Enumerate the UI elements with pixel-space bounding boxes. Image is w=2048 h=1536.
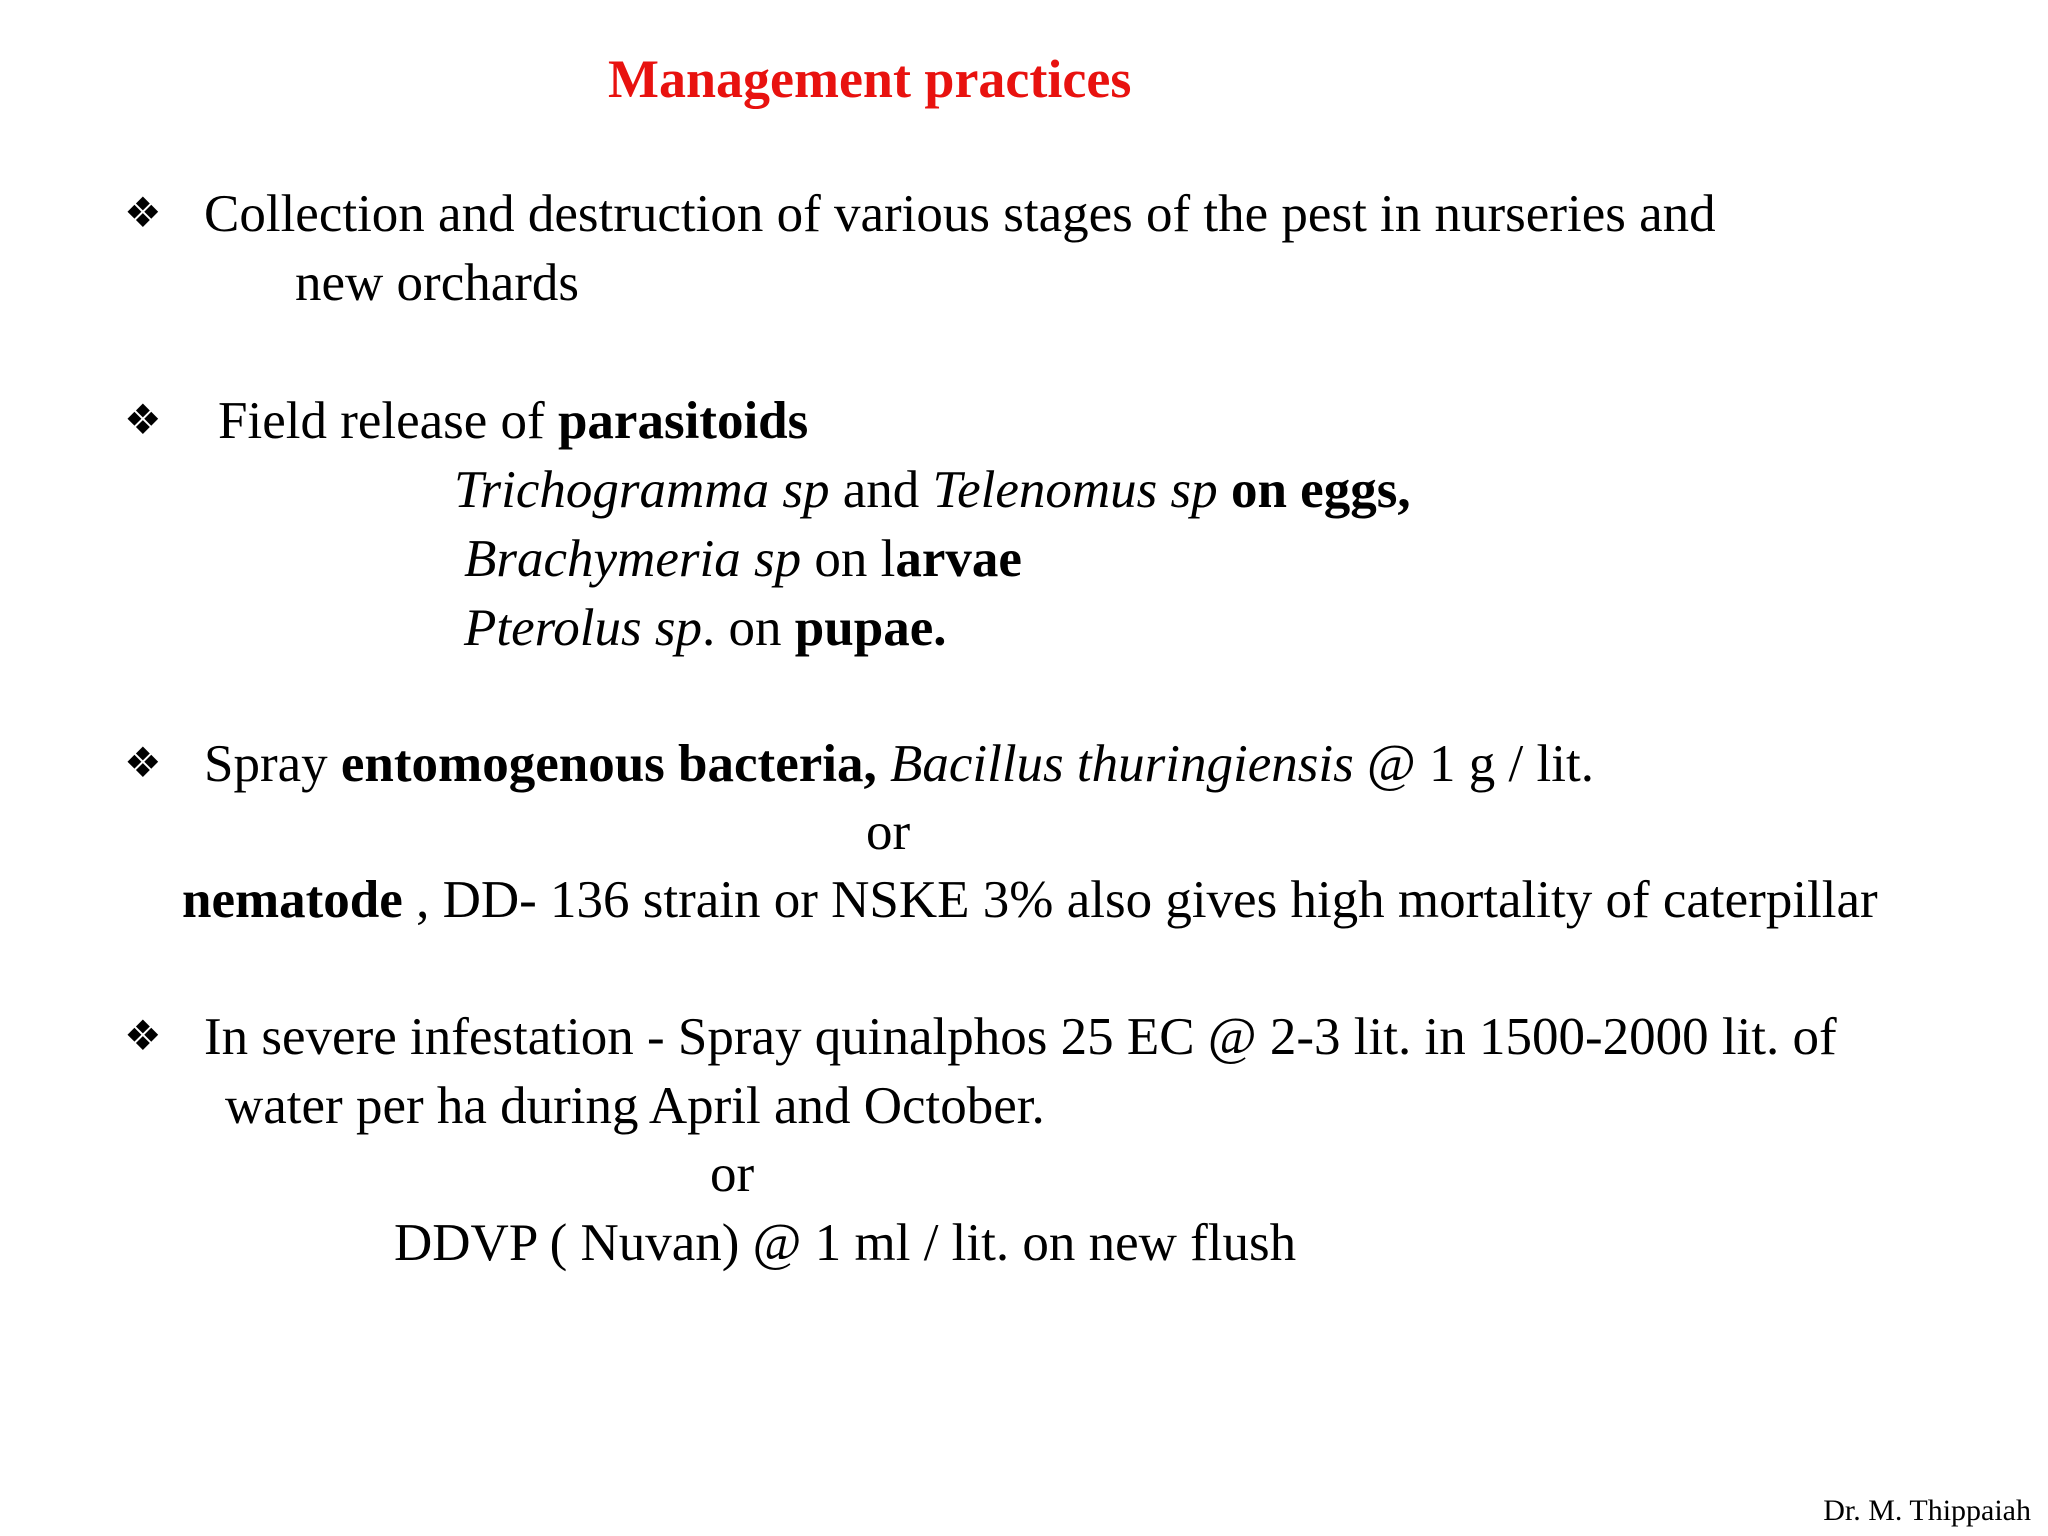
nematode-rest: , DD- 136 strain or NSKE 3% also gives high mortality of caterpillar [402, 871, 1878, 929]
and-text: and [829, 461, 933, 519]
severe-or: or [710, 1145, 755, 1203]
space [877, 735, 890, 793]
collection-line-1: Collection and destruction of various stages of the pest in nurseries and [204, 185, 1716, 243]
severe-line-3: DDVP ( Nuvan) @ 1 ml / lit. on new flush [394, 1214, 1297, 1272]
eggs-stage: on eggs, [1217, 461, 1411, 519]
telenomus-species: Telenomus sp [932, 461, 1218, 519]
spray-line [204, 731, 1594, 797]
spray-prefix: Spray [204, 735, 341, 793]
larvae-stage: arvae [895, 530, 1022, 588]
parasitoids-larvae-line [464, 526, 1022, 592]
brachymeria-species: Brachymeria sp [464, 530, 802, 588]
on-text: . on [702, 599, 795, 657]
severe-line-2: water per ha during April and October. [225, 1077, 1045, 1135]
bullet-icon: ❖ [124, 741, 162, 787]
spray-dose: @ 1 g / lit. [1353, 735, 1594, 793]
on-l-text: on l [801, 530, 896, 588]
parasitoids-eggs-line [454, 457, 1411, 523]
pupae-stage: pupae. [794, 599, 947, 657]
author-footer: Dr. M. Thippaiah [1823, 1494, 2031, 1527]
nematode-bold: nematode [182, 871, 403, 929]
spray-or: or [866, 803, 911, 861]
collection-line-2: new orchards [295, 254, 580, 312]
severe-line-1: In severe infestation - Spray quinalphos 25 EC @ 2-3 lit. in 1500-2000 lit. of [204, 1008, 1837, 1066]
bullet-icon: ❖ [124, 1014, 162, 1060]
trichogramma-species: Trichogramma sp [454, 461, 830, 519]
parasitoids-heading [218, 388, 808, 454]
bacillus-species: Bacillus thuringiensis [889, 735, 1354, 793]
pterolus-species: Pterolus sp [464, 599, 703, 657]
parasitoids-bold: parasitoids [557, 392, 809, 450]
bullet-icon: ❖ [124, 191, 162, 237]
nematode-line [182, 867, 1878, 933]
bullet-icon: ❖ [124, 398, 162, 444]
entomogenous-bacteria: entomogenous bacteria, [340, 735, 877, 793]
parasitoids-prefix: Field release of [218, 392, 558, 450]
slide-title: Management practices [608, 49, 1132, 109]
parasitoids-pupae-line [464, 595, 946, 661]
